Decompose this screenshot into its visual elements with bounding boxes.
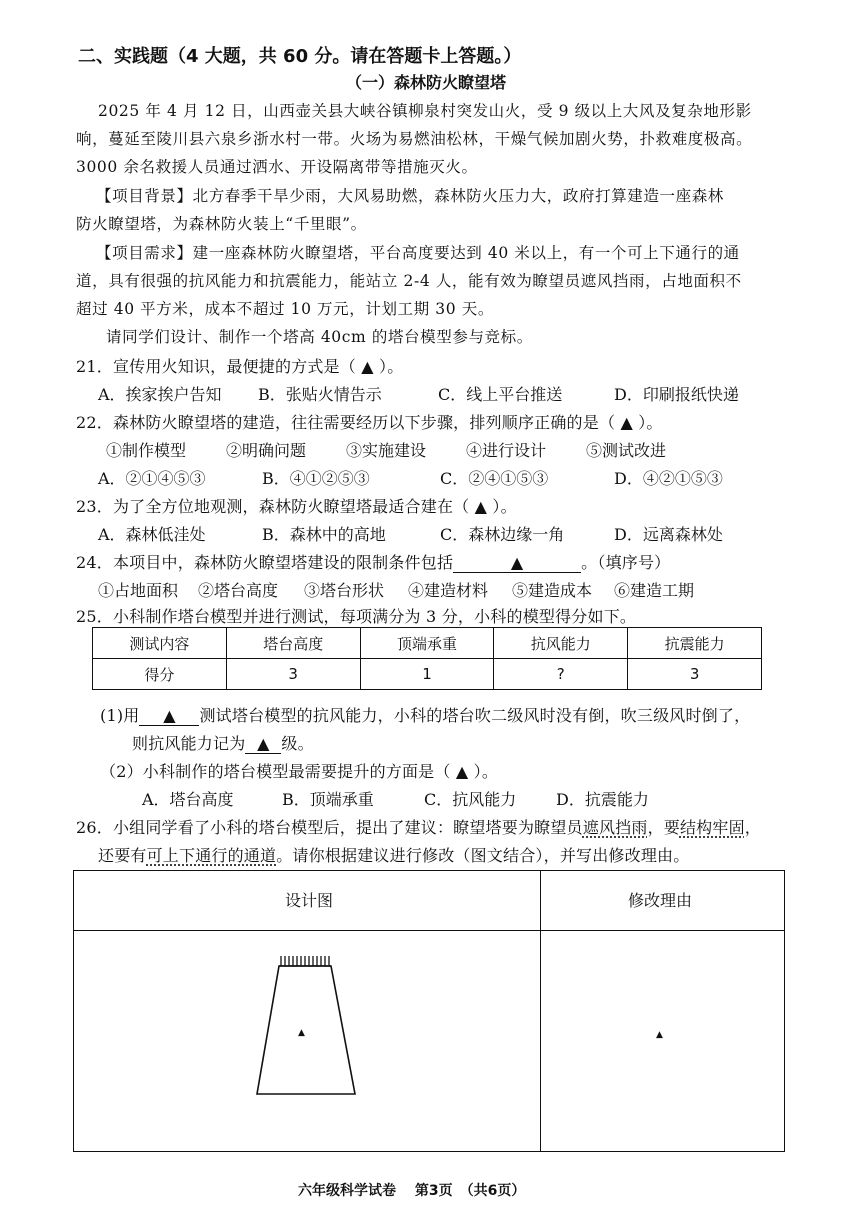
- answer-box-column-divider: [540, 870, 541, 1152]
- q26-l1-pre: 26．小组同学看了小科的塔台模型后，提出了建议：瞭望塔要为瞭望员: [76, 818, 583, 837]
- needs-line-2: 道，具有很强的抗风能力和抗震能力，能站立 2-4 人，能有效为瞭望员遮风挡雨，占地面积不: [76, 272, 742, 290]
- q26-line-2: [98, 843, 689, 866]
- q25-part2: （2）小科制作的塔台模型最需要提升的方面是（ ▲ ）。: [100, 762, 499, 781]
- table-cell: 3: [628, 659, 762, 690]
- q26-line-1: [76, 815, 761, 838]
- q25-part1: [100, 703, 750, 726]
- q22-option-c: C．②④①⑤③: [440, 469, 549, 488]
- q25-part1b-post: 级。: [281, 734, 314, 753]
- score-table-header: [93, 628, 762, 659]
- q25-part1-cont: [132, 731, 314, 754]
- score-table: [92, 627, 762, 690]
- q26-emphasis-sturdy: 结构牢固: [679, 818, 745, 837]
- q22-step-4: ④进行设计: [466, 441, 547, 460]
- q22-step-1: ①制作模型: [106, 441, 187, 460]
- intro-line-2: 响，蔓延至陵川县六泉乡浙水村一带。火场为易燃油松林，干燥气候加剧火势，扑救难度极高。: [76, 130, 753, 148]
- table-cell: 1: [360, 659, 494, 690]
- q26-l2-pre: 还要有: [98, 846, 147, 865]
- q22-step-3: ③实施建设: [346, 441, 427, 460]
- table-header-cell: 抗震能力: [628, 628, 762, 659]
- score-table-row: [93, 659, 762, 690]
- q23-option-a: A．森林低洼处: [98, 525, 206, 544]
- needs-line-3: 超过 40 平方米，成本不超过 10 万元，计划工期 30 天。: [76, 300, 494, 318]
- q21-stem: 21．宣传用火知识，最便捷的方式是（ ▲ ）。: [76, 357, 404, 376]
- table-cell: 3: [226, 659, 360, 690]
- q26-l1-end: ，: [744, 818, 761, 837]
- table-header-cell: 塔台高度: [226, 628, 360, 659]
- table-header-cell: 测试内容: [93, 628, 227, 659]
- table-header-cell: 抗风能力: [494, 628, 628, 659]
- page-footer: 六年级科学试卷 第3页 （共6页）: [298, 1183, 526, 1199]
- q26-emphasis-shelter: 遮风挡雨: [582, 818, 648, 837]
- table-cell: ?: [494, 659, 628, 690]
- q25-option-d: D．抗震能力: [556, 790, 649, 809]
- reason-answer-mark: ▲: [656, 1030, 663, 1040]
- q26-emphasis-passage: 可上下通行的通道: [146, 846, 277, 865]
- q25-option-b: B．顶端承重: [282, 790, 374, 809]
- needs-line-1: 【项目需求】建一座森林防火瞭望塔，平台高度要达到 40 米以上，有一个可上下通行的通: [96, 244, 740, 262]
- q21-option-b: B．张贴火情告示: [258, 385, 382, 404]
- q26-l1-mid: ，要: [647, 818, 680, 837]
- q24-item-6: ⑥建造工期: [614, 581, 695, 600]
- background-line-2: 防火瞭望塔，为森林防火装上“千里眼”。: [76, 215, 367, 233]
- q24-answer-blank[interactable]: ▲: [453, 553, 581, 573]
- q24-stem-post: 。（填序号）: [581, 553, 671, 572]
- q22-step-2: ②明确问题: [226, 441, 307, 460]
- q22-option-b: B．④①②⑤③: [262, 469, 370, 488]
- q22-step-5: ⑤测试改进: [586, 441, 667, 460]
- q25-part1b-pre: 则抗风能力记为: [132, 734, 246, 753]
- q25-part1-pre: (1)用: [100, 706, 140, 725]
- q25-part1b-blank[interactable]: ▲: [245, 734, 281, 754]
- q25-part1-post: 测试塔台模型的抗风能力，小科的塔台吹二级风时没有倒，吹三级风时倒了，: [199, 706, 751, 725]
- table-header-cell: 顶端承重: [360, 628, 494, 659]
- q21-option-d: D．印刷报纸快递: [614, 385, 739, 404]
- design-answer-mark: ▲: [298, 1028, 305, 1038]
- answer-box-header-divider: [73, 930, 785, 931]
- background-line-1: 【项目背景】北方春季干旱少雨，大风易助燃，森林防火压力大，政府打算建造一座森林: [96, 187, 724, 205]
- q21-option-a: A．挨家挨户告知: [98, 385, 222, 404]
- q24-item-1: ①占地面积: [98, 581, 179, 600]
- table-cell: 得分: [93, 659, 227, 690]
- q24-item-4: ④建造材料: [408, 581, 489, 600]
- q26-l2-post: 。请你根据建议进行修改（图文结合），并写出修改理由。: [276, 846, 690, 865]
- q24-stem-pre: 24．本项目中，森林防火瞭望塔建设的限制条件包括: [76, 553, 454, 572]
- section-title: 二、实践题（4 大题，共 60 分。请在答题卡上答题。）: [78, 46, 522, 67]
- q24-stem: [76, 550, 670, 573]
- intro-line-3: 3000 余名救援人员通过洒水、开设隔离带等措施灭火。: [76, 158, 478, 176]
- q24-item-3: ③塔台形状: [304, 581, 385, 600]
- reason-column-header: 修改理由: [628, 891, 693, 910]
- q25-option-c: C．抗风能力: [424, 790, 517, 809]
- q23-option-b: B．森林中的高地: [262, 525, 386, 544]
- q22-option-a: A．②①④⑤③: [98, 469, 206, 488]
- intro-line-1: 2025 年 4 月 12 日，山西壶关县大峡谷镇柳泉村突发山火，受 9 级以上大风及复杂地形影: [98, 102, 752, 120]
- part-title: （一）森林防火瞭望塔: [346, 73, 507, 92]
- q24-item-2: ②塔台高度: [198, 581, 279, 600]
- tower-model-sketch: [255, 950, 375, 1100]
- q25-stem: 25．小科制作塔台模型并进行测试，每项满分为 3 分，小科的模型得分如下。: [76, 607, 637, 626]
- task-line: 请同学们设计、制作一个塔高 40cm 的塔台模型参与竞标。: [106, 328, 533, 346]
- q23-option-c: C．森林边缘一角: [440, 525, 565, 544]
- q22-option-d: D．④②①⑤③: [614, 469, 723, 488]
- q21-option-c: C．线上平台推送: [438, 385, 563, 404]
- q25-part1-blank[interactable]: ▲: [139, 706, 199, 726]
- answer-box: [73, 870, 785, 1152]
- q23-option-d: D．远离森林处: [614, 525, 723, 544]
- q24-item-5: ⑤建造成本: [512, 581, 593, 600]
- q23-stem: 23．为了全方位地观测，森林防火瞭望塔最适合建在（ ▲ ）。: [76, 497, 517, 516]
- q22-stem: 22．森林防火瞭望塔的建造，往往需要经历以下步骤，排列顺序正确的是（ ▲ ）。: [76, 413, 663, 432]
- q25-option-a: A．塔台高度: [142, 790, 234, 809]
- design-column-header: 设计图: [285, 891, 334, 910]
